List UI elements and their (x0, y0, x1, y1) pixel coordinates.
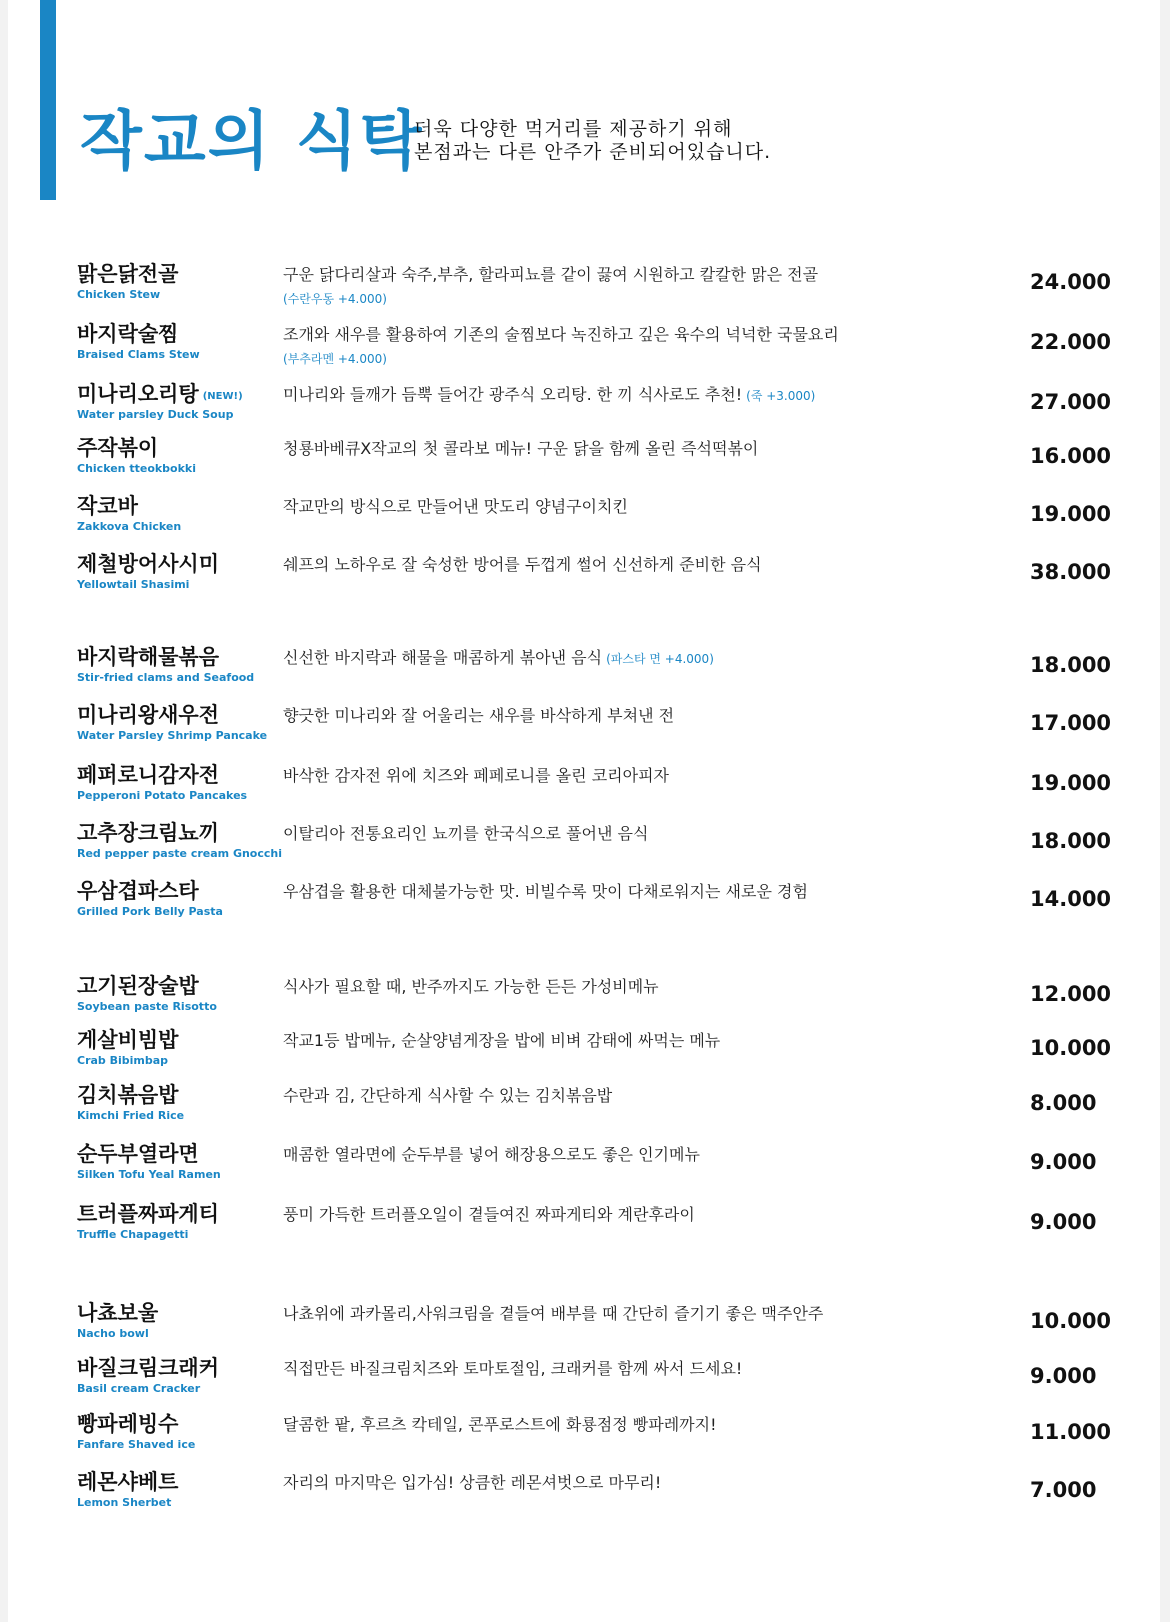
menu-item-lemon-sherbet (8, 1470, 1160, 1526)
menu-item-description: 바삭한 감자전 위에 치즈와 페페로니를 올린 코리아피자 (283, 766, 670, 785)
menu-item-crab-bibimbap (8, 1028, 1160, 1084)
menu-item-price: 18.000 (1030, 653, 1112, 677)
menu-item-english-name: Kimchi Fried Rice (77, 1109, 185, 1122)
menu-item-description: 식사가 필요할 때, 반주까지도 가능한 든든 가성비메뉴 (283, 977, 659, 996)
menu-item-description: 직접만든 바질크림치즈와 토마토절임, 크래커를 함께 싸서 드세요! (283, 1359, 743, 1378)
menu-item-price: 10.000 (1030, 1036, 1112, 1060)
menu-item-name: 미나리왕새우전 (77, 703, 220, 727)
menu-item-kimchi-fried-rice (8, 1083, 1160, 1139)
menu-item-english-name: Stir-fried clams and Seafood (77, 671, 255, 684)
menu-item-extra: (파스타 면 +4.000) (606, 652, 714, 666)
menu-item-english-name: Fanfare Shaved ice (77, 1438, 196, 1451)
menu-item-name: 바지락술찜 (77, 322, 179, 346)
menu-item-price: 17.000 (1030, 711, 1112, 735)
menu-item-description: 수란과 김, 간단하게 식사할 수 있는 김치볶음밥 (283, 1086, 613, 1105)
menu-item-price: 38.000 (1030, 560, 1112, 584)
menu-item-description: 구운 닭다리살과 숙주,부추, 할라피뇨를 같이 끓여 시원하고 칼칼한 맑은 전골 (283, 265, 819, 284)
menu-item-name: 트러플짜파게티 (77, 1202, 220, 1226)
new-badge: (NEW!) (202, 391, 243, 402)
menu-item-basil-cracker (8, 1356, 1160, 1412)
menu-item-clams-seafood (8, 645, 1160, 701)
menu-item-description-text: 신선한 바지락과 해물을 매콤하게 볶아낸 음식 (283, 648, 603, 667)
menu-item-description: 청룡바베큐X작교의 첫 콜라보 메뉴! 구운 닭을 함께 올린 즉석떡볶이 (283, 439, 759, 458)
menu-item-english-name: Zakkova Chicken (77, 520, 182, 533)
menu-item-english-name: Braised Clams Stew (77, 348, 200, 361)
menu-item-price: 10.000 (1030, 1309, 1112, 1333)
menu-item-english-name: Truffle Chapagetti (77, 1228, 189, 1241)
menu-item-name: 맑은닭전골 (77, 262, 179, 286)
menu-item-price: 19.000 (1030, 502, 1112, 526)
menu-item-price: 8.000 (1030, 1091, 1097, 1115)
menu-item-description: 향긋한 미나리와 잘 어울리는 새우를 바삭하게 부쳐낸 전 (283, 706, 675, 725)
menu-item-description: 우삼겹을 활용한 대체불가능한 맛. 비빌수록 맛이 다채로워지는 새로운 경험 (283, 882, 808, 901)
menu-item-nacho-bowl (8, 1301, 1160, 1357)
menu-item-truffle-chapagetti (8, 1202, 1160, 1258)
menu-item-description: 달콤한 팥, 후르츠 칵테일, 콘푸로스트에 화룡점정 빵파레까지! (283, 1415, 717, 1434)
menu-item-description: 쉐프의 노하우로 잘 숙성한 방어를 두껍게 썰어 신선하게 준비한 음식 (283, 555, 762, 574)
menu-item-english-name: Chicken tteokbokki (77, 462, 197, 475)
menu-item-name: 페퍼로니감자전 (77, 763, 220, 787)
menu-item-description: 작교1등 밥메뉴, 순살양념게장을 밥에 비벼 감태에 싸먹는 메뉴 (283, 1031, 721, 1050)
menu-item-name: 바지락해물볶음 (77, 645, 220, 669)
menu-item-extra: (수란우동 +4.000) (283, 292, 387, 306)
menu-item-shrimp-pancake (8, 703, 1160, 759)
menu-item-description: 매콤한 열라면에 순두부를 넣어 해장용으로도 좋은 인기메뉴 (283, 1145, 700, 1164)
menu-item-name: 고추장크림뇨끼 (77, 821, 220, 845)
menu-item-english-name: Grilled Pork Belly Pasta (77, 905, 223, 918)
menu-item-name: 게살비빔밥 (77, 1028, 179, 1052)
menu-page (8, 0, 1160, 1622)
menu-item-name: 주작볶이 (77, 436, 159, 460)
menu-item-english-name: Pepperoni Potato Pancakes (77, 789, 248, 802)
page-subtitle (414, 118, 771, 164)
menu-item-name: 작코바 (77, 494, 138, 518)
menu-item-soybean-risotto (8, 974, 1160, 1030)
menu-item-chicken-stew (8, 262, 1160, 318)
menu-item-pepperoni-pancake (8, 763, 1160, 819)
menu-item-price: 11.000 (1030, 1420, 1112, 1444)
menu-item-price: 19.000 (1030, 771, 1112, 795)
menu-item-shaved-ice (8, 1412, 1160, 1468)
menu-item-yellowtail-sashimi (8, 552, 1160, 608)
menu-item-english-name: Crab Bibimbap (77, 1054, 169, 1067)
menu-item-price: 24.000 (1030, 270, 1112, 294)
page-title: 작교의 식탁 (80, 105, 424, 179)
menu-item-english-name: Soybean paste Risotto (77, 1000, 217, 1013)
menu-item-english-name: Water Parsley Shrimp Pancake (77, 729, 268, 742)
menu-item-english-name: Nacho bowl (77, 1327, 149, 1340)
menu-item-price: 7.000 (1030, 1478, 1097, 1502)
menu-item-price: 16.000 (1030, 444, 1112, 468)
menu-item-description-text: 미나리와 들깨가 듬뿍 들어간 광주식 오리탕. 한 끼 식사로도 추천! (283, 385, 743, 404)
menu-item-duck-soup (8, 382, 1160, 438)
menu-item-english-name: Lemon Sherbet (77, 1496, 172, 1509)
menu-item-name (77, 382, 243, 409)
menu-item-name: 빵파레빙수 (77, 1412, 179, 1436)
menu-item-description (283, 385, 815, 406)
subtitle-line-1: 더욱 다양한 먹거리를 제공하기 위해 (414, 118, 733, 140)
menu-item-chicken-tteokbokki (8, 436, 1160, 492)
menu-item-price: 27.000 (1030, 390, 1112, 414)
menu-item-price: 9.000 (1030, 1150, 1097, 1174)
menu-item-description: 나쵸위에 과카몰리,사워크림을 곁들여 배부를 때 간단히 즐기기 좋은 맥주안주 (283, 1304, 824, 1323)
menu-item-name: 우삼겹파스타 (77, 879, 199, 903)
accent-bar (40, 0, 56, 200)
menu-item-name: 순두부열라면 (77, 1142, 199, 1166)
menu-item-name: 레몬샤베트 (77, 1470, 179, 1494)
menu-item-name: 바질크림크래커 (77, 1356, 220, 1380)
menu-item-english-name: Silken Tofu Yeal Ramen (77, 1168, 221, 1181)
menu-item-gnocchi (8, 821, 1160, 877)
menu-item-price: 9.000 (1030, 1210, 1097, 1234)
menu-item-price: 18.000 (1030, 829, 1112, 853)
subtitle-line-2: 본점과는 다른 안주가 준비되어있습니다. (414, 141, 772, 163)
menu-item-name: 제철방어사시미 (77, 552, 220, 576)
menu-item-name: 김치볶음밥 (77, 1083, 179, 1107)
menu-item-zakkova-chicken (8, 494, 1160, 550)
menu-item-price: 14.000 (1030, 887, 1112, 911)
menu-item-price: 12.000 (1030, 982, 1112, 1006)
menu-item-english-name: Red pepper paste cream Gnocchi (77, 847, 283, 860)
menu-item-description (283, 648, 714, 669)
menu-item-name: 고기된장술밥 (77, 974, 199, 998)
menu-item-pork-belly-pasta (8, 879, 1160, 935)
menu-item-extra: (부추라멘 +4.000) (283, 352, 387, 366)
menu-item-price: 22.000 (1030, 330, 1112, 354)
menu-item-name: 나쵸보울 (77, 1301, 159, 1325)
menu-item-description: 이탈리아 전통요리인 뇨끼를 한국식으로 풀어낸 음식 (283, 824, 649, 843)
menu-item-english-name: Basil cream Cracker (77, 1382, 201, 1395)
menu-item-braised-clams-stew (8, 322, 1160, 378)
menu-item-description: 풍미 가득한 트러플오일이 곁들여진 짜파게티와 계란후라이 (283, 1205, 695, 1224)
menu-item-price: 9.000 (1030, 1364, 1097, 1388)
menu-item-description: 조개와 새우를 활용하여 기존의 술찜보다 녹진하고 깊은 육수의 넉넉한 국물요리 (283, 325, 839, 344)
menu-item-tofu-ramen (8, 1142, 1160, 1198)
menu-item-extra: (죽 +3.000) (746, 389, 816, 403)
menu-item-english-name: Water parsley Duck Soup (77, 408, 234, 421)
menu-item-description: 작교만의 방식으로 만들어낸 맛도리 양념구이치킨 (283, 497, 628, 516)
menu-item-name-text: 미나리오리탕 (77, 382, 199, 406)
menu-item-english-name: Chicken Stew (77, 288, 161, 301)
menu-item-english-name: Yellowtail Shasimi (77, 578, 190, 591)
menu-item-description: 자리의 마지막은 입가심! 상큼한 레몬셔벗으로 마무리! (283, 1473, 662, 1492)
